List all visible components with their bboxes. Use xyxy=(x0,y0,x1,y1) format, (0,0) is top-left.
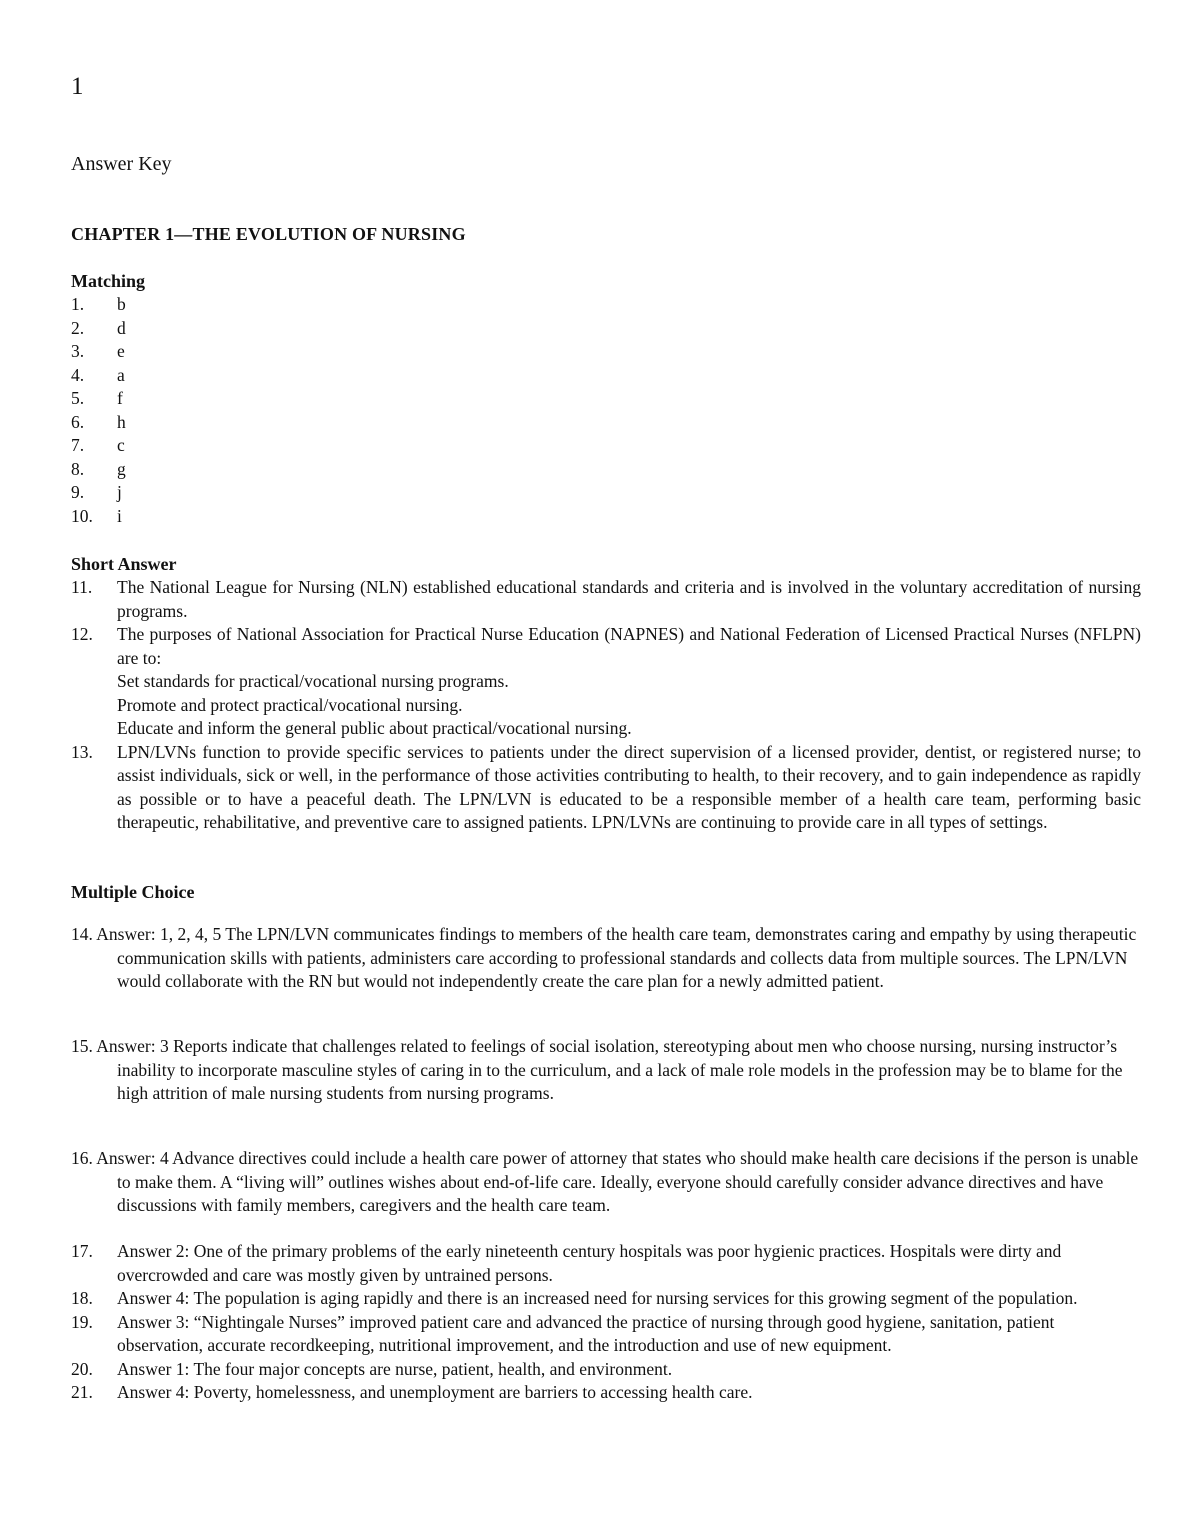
item-answer: h xyxy=(117,411,126,432)
item-number: 13. xyxy=(71,741,93,762)
item-text: The purposes of National Association for Practical Nurse Education (NAPNES) and National Federation of Licensed Practical Nurses (NFLPN) are to: xyxy=(117,624,1141,668)
item-text: Answer 4: The population is aging rapidly and there is an increased need for nursing services for this growing segment of the population. xyxy=(117,1288,1078,1308)
list-item xyxy=(71,576,1141,623)
list-item xyxy=(71,623,1141,741)
item-number: 19. xyxy=(71,1311,93,1332)
list-item xyxy=(71,293,126,317)
item-text: Answer 4: Poverty, homelessness, and unemployment are barriers to accessing health care. xyxy=(117,1382,753,1402)
list-item xyxy=(71,411,126,435)
item-number: 10. xyxy=(71,505,93,526)
item-number: 1. xyxy=(71,294,85,314)
mc-item xyxy=(71,1035,1141,1106)
sub-line: Promote and protect practical/vocational nursing. xyxy=(117,694,463,715)
list-item xyxy=(71,458,126,482)
item-text: LPN/LVNs function to provide specific services to patients under the direct supervision of a licensed provider, dentist, or registered nurse; to assist individuals, sick or well, in the performance of those activities contributing to health, to their recovery, and to gain independence as rapidly as possible or to have a peaceful death. The LPN/LVN is educated to be a responsible member of a health care team, performing basic therapeutic, rehabilitative, and preventive care to assigned patients. LPN/LVNs are continuing to provide care in all types of settings. xyxy=(117,741,1141,832)
matching-heading: Matching xyxy=(71,271,145,291)
list-item xyxy=(71,434,126,458)
item-number: 3. xyxy=(71,341,85,361)
sub-line: Educate and inform the general public about practical/vocational nursing. xyxy=(117,718,632,738)
list-item xyxy=(71,387,126,411)
item-number: 20. xyxy=(71,1358,93,1379)
mc-item xyxy=(71,1147,1141,1218)
item-number: 8. xyxy=(71,458,85,479)
item-answer: b xyxy=(117,294,126,314)
list-item xyxy=(71,364,126,388)
item-answer: g xyxy=(117,458,126,479)
list-item xyxy=(71,1240,1141,1287)
item-number: 12. xyxy=(71,624,93,644)
item-answer: f xyxy=(117,388,123,408)
mc-item xyxy=(71,923,1141,994)
item-number: 11. xyxy=(71,577,93,597)
item-text: The National League for Nursing (NLN) established educational standards and criteria and is involved in the voluntary accreditation of nursing programs. xyxy=(117,577,1141,621)
item-number: 17. xyxy=(71,1241,93,1261)
list-item xyxy=(71,741,1141,835)
item-answer: d xyxy=(117,317,126,338)
item-text: Answer 2: One of the primary problems of the early nineteenth century hospitals was poor hygienic practices. Hospitals were dirty and overcrowded and care was mostly given by untrained persons. xyxy=(117,1241,1062,1285)
item-answer: i xyxy=(117,505,122,526)
item-number: 7. xyxy=(71,435,85,455)
list-item xyxy=(71,317,126,341)
list-item xyxy=(71,340,126,364)
item-answer: c xyxy=(117,435,125,455)
item-text: Answer 1: The four major concepts are nurse, patient, health, and environment. xyxy=(117,1358,673,1379)
mc-item-text: 14. Answer: 1, 2, 4, 5 The LPN/LVN communicates findings to members of the health care team, demonstrates caring and empathy by using therapeutic communication skills with patients, administers care according to professional standards and collects data from multiple sources. The LPN/LVN would collaborate with the RN but would not independently create the care plan for a newly admitted patient. xyxy=(71,924,1137,991)
sub-line: Set standards for practical/vocational nursing programs. xyxy=(117,671,509,691)
short-answer-list xyxy=(71,576,1141,835)
item-number: 5. xyxy=(71,388,85,408)
item-answer: a xyxy=(117,364,125,385)
page-number: 1 xyxy=(71,73,84,100)
mc-item-text: 15. Answer: 3 Reports indicate that challenges related to feelings of social isolation, stereotyping about men who choose nursing, nursing instructor’s inability to incorporate masculine styles of caring in to the curriculum, and a lack of male role models in the profession may be to blame for the high attrition of male nursing students from nursing programs. xyxy=(71,1036,1123,1103)
item-answer: j xyxy=(117,482,122,502)
chapter-title: CHAPTER 1—THE EVOLUTION OF NURSING xyxy=(71,224,466,244)
item-text: Answer 3: “Nightingale Nurses” improved patient care and advanced the practice of nursing through good hygiene, sanitation, patient observation, accurate recordkeeping, nutritional improvement, and the introduction and use of new equipment. xyxy=(117,1311,1055,1355)
list-item xyxy=(71,1311,1141,1358)
document-label: Answer Key xyxy=(71,153,172,175)
short-answer-heading: Short Answer xyxy=(71,554,177,574)
multiple-choice-list xyxy=(71,1240,1141,1405)
item-number: 21. xyxy=(71,1382,93,1402)
multiple-choice-heading: Multiple Choice xyxy=(71,882,195,902)
list-item xyxy=(71,1358,1141,1382)
list-item xyxy=(71,481,126,505)
item-number: 6. xyxy=(71,411,85,432)
list-item xyxy=(71,1381,1141,1405)
list-item xyxy=(71,1287,1141,1311)
item-number: 2. xyxy=(71,317,85,338)
item-number: 9. xyxy=(71,482,85,502)
item-number: 4. xyxy=(71,364,85,385)
mc-item-text: 16. Answer: 4 Advance directives could include a health care power of attorney that states who should make health care decisions if the person is unable to make them. A “living will” outlines wishes about end-of-life care. Ideally, everyone should carefully consider advance directives and have discussions with family members, caregivers and the health care team. xyxy=(71,1148,1139,1215)
item-number: 18. xyxy=(71,1288,93,1308)
matching-list xyxy=(71,293,126,528)
item-answer: e xyxy=(117,341,125,361)
list-item xyxy=(71,505,126,529)
